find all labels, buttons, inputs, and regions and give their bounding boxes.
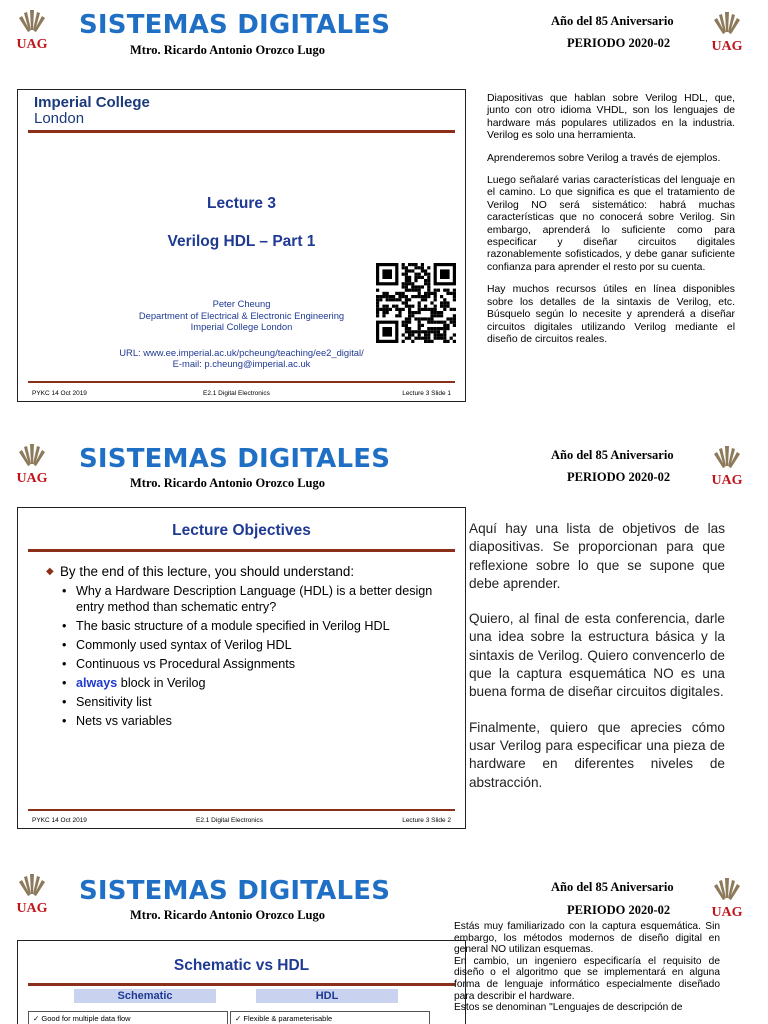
instructor-name: Mtro. Ricardo Antonio Orozco Lugo: [130, 476, 326, 490]
author-email: E-mail: p.cheung@imperial.ac.uk: [172, 358, 311, 369]
bullet-icon: •: [62, 714, 67, 728]
bullet-icon: •: [62, 676, 67, 690]
notes-slide-3: [454, 921, 720, 1014]
slide-lecture-objectives: [17, 507, 466, 829]
objective-item: • Continuous vs Procedural Assignments: [62, 657, 296, 671]
author-college: Imperial College London: [190, 321, 293, 332]
check-icon: ✓: [33, 1014, 40, 1023]
notes-paragraph: Luego señalaré varias características del lenguaje en el camino. Lo que significa es que el tratamiento de Verilog NO será sistemático: habrá muchas características que no conocerá sobre Verilog. Sin embargo, aprenderá lo suficiente como para especificar y diseñar circuitos digitales razonablemente sofisticados, y debe ganar suficiente confianza para aprender el resto por su cuenta.: [487, 175, 735, 273]
uag-logo-right: [707, 876, 747, 920]
svg-text:UAG: UAG: [711, 905, 743, 920]
author-dept: Department of Electrical & Electronic Engineering: [138, 309, 345, 321]
uag-logo-right: [707, 444, 747, 488]
notes-paragraph: En cambio, un ingeniero especificaría el requisito de diseño o el algoritmo que se implementará en alguna forma de lenguaje informático especialmente diseñado para describir el hardware.: [454, 955, 720, 1002]
slide-title: Lecture Objectives: [172, 522, 311, 539]
bullet-icon: •: [62, 695, 67, 709]
objective-item: • Why a Hardware Description Language (HDL) is a better design entry method than schematic entry?: [62, 584, 433, 614]
schematic-header: Schematic: [74, 989, 216, 1003]
slide-lecture-3-title: [17, 89, 466, 402]
bullet-icon: •: [62, 584, 67, 598]
course-url: URL: www.ee.imperial.ac.uk/pcheung/teaching/ee2_digital/: [119, 346, 364, 358]
period-text: PERIODO 2020-02: [567, 903, 671, 917]
slide-footer-rule: [28, 381, 455, 383]
bullet-icon: •: [62, 619, 67, 633]
svg-text:UAG: UAG: [16, 37, 48, 52]
slide-title: Schematic vs HDL: [173, 957, 310, 974]
slide-rule: [28, 130, 455, 133]
notes-paragraph: Aquí hay una lista de objetivos de las diapositivas. Se proporcionan para que reflexione sobre lo que se supone que debe aprender.: [469, 521, 725, 591]
slide-rule: [28, 549, 455, 552]
slide-schematic-vs-hdl: [17, 940, 466, 1024]
course-title: SISTEMAS DIGITALES: [79, 10, 391, 40]
objective-item: • The basic structure of a module specified in Verilog HDL: [62, 619, 390, 633]
schematic-row: ✓ Good for multiple data flow: [28, 1011, 228, 1024]
objective-item: • Commonly used syntax of Verilog HDL: [62, 638, 292, 652]
diamond-bullet-icon: ◆: [46, 566, 54, 577]
objective-item: • always block in Verilog: [62, 676, 206, 690]
uag-logo-left: [12, 872, 52, 916]
slide-footer-left: PYKC 14 Oct 2019: [32, 817, 87, 824]
lecture-number: Lecture 3: [207, 195, 276, 212]
page-section-1: [0, 0, 768, 412]
author-name: Peter Cheung: [212, 298, 271, 309]
anniversary-text: Año del 85 Aniversario: [551, 14, 674, 28]
slide-footer-center: E2.1 Digital Electronics: [203, 390, 270, 397]
svg-text:UAG: UAG: [16, 471, 48, 486]
slide-footer-rule: [28, 809, 455, 811]
slide-footer-right: Lecture 3 Slide 1: [402, 390, 451, 397]
course-title: SISTEMAS DIGITALES: [79, 444, 391, 474]
hdl-header: HDL: [256, 989, 398, 1003]
notes-slide-2: [469, 520, 725, 809]
imperial-college-logo: Imperial College London: [34, 94, 150, 127]
objectives-list: [46, 564, 451, 732]
notes-slide-1: [487, 93, 735, 356]
period-text: PERIODO 2020-02: [567, 470, 671, 484]
notes-paragraph: Finalmente, quiero que aprecies cómo usar Verilog para especificar una pieza de hardware en diferentes niveles de abstracción.: [469, 719, 725, 790]
objective-item: • Nets vs variables: [62, 714, 172, 728]
svg-text:UAG: UAG: [711, 39, 743, 54]
period-text: PERIODO 2020-02: [567, 36, 671, 50]
anniversary-text: Año del 85 Aniversario: [551, 448, 674, 462]
notes-paragraph: Estos se denominan "Lenguajes de descripción de: [454, 1002, 683, 1014]
hdl-row: ✓ Flexible & parameterisable: [230, 1011, 430, 1024]
instructor-name: Mtro. Ricardo Antonio Orozco Lugo: [130, 908, 326, 922]
notes-paragraph: Hay muchos recursos útiles en línea disponibles sobre los detalles de la sintaxis de Verilog, etc. Búsquelo según lo necesite y aprenderá a diseñar circuitos digitales utilizando Verilog mediante el diseño de circuitos reales.: [487, 284, 735, 345]
uag-logo-left: [12, 8, 52, 52]
check-icon: ✓: [235, 1014, 242, 1023]
slide-rule: [28, 983, 455, 986]
bullet-icon: •: [62, 657, 67, 671]
notes-paragraph: Quiero, al final de esta conferencia, darle una idea sobre la estructura básica y la sintaxis de Verilog. Quiero convencerlo de que la captura esquemática NO es una buena forma de diseñar circuitos digitales.: [469, 611, 725, 700]
slide-footer-center: E2.1 Digital Electronics: [196, 817, 263, 824]
anniversary-text: Año del 85 Aniversario: [551, 880, 674, 894]
objective-item: • Sensitivity list: [62, 695, 152, 709]
slide-footer-left: PYKC 14 Oct 2019: [32, 390, 87, 397]
objectives-intro: ◆ By the end of this lecture, you should understand:: [46, 564, 355, 579]
svg-text:UAG: UAG: [711, 473, 743, 488]
course-title: SISTEMAS DIGITALES: [79, 876, 391, 906]
notes-paragraph: Estás muy familiarizado con la captura esquemática. Sin embargo, los métodos modernos de diseño digital en general NO utilizan esquemas.: [454, 921, 720, 956]
page-section-2: [0, 432, 768, 832]
page-section-3: [0, 862, 768, 1024]
slide-footer-right: Lecture 3 Slide 2: [402, 817, 451, 824]
always-keyword: always: [76, 676, 118, 690]
author-block: [18, 298, 465, 370]
notes-paragraph: Aprenderemos sobre Verilog a través de ejemplos.: [487, 152, 721, 164]
svg-text:UAG: UAG: [16, 901, 48, 916]
instructor-name: Mtro. Ricardo Antonio Orozco Lugo: [130, 43, 326, 57]
notes-paragraph: Diapositivas que hablan sobre Verilog HDL, que, junto con otro idioma VHDL, son los lenguajes de hardware más populares utilizados en la industria. Verilog es solo una herramienta.: [487, 93, 735, 142]
uag-logo-right: [707, 10, 747, 54]
uag-logo-left: [12, 442, 52, 486]
lecture-subtitle: Verilog HDL – Part 1: [167, 233, 316, 250]
bullet-icon: •: [62, 638, 67, 652]
